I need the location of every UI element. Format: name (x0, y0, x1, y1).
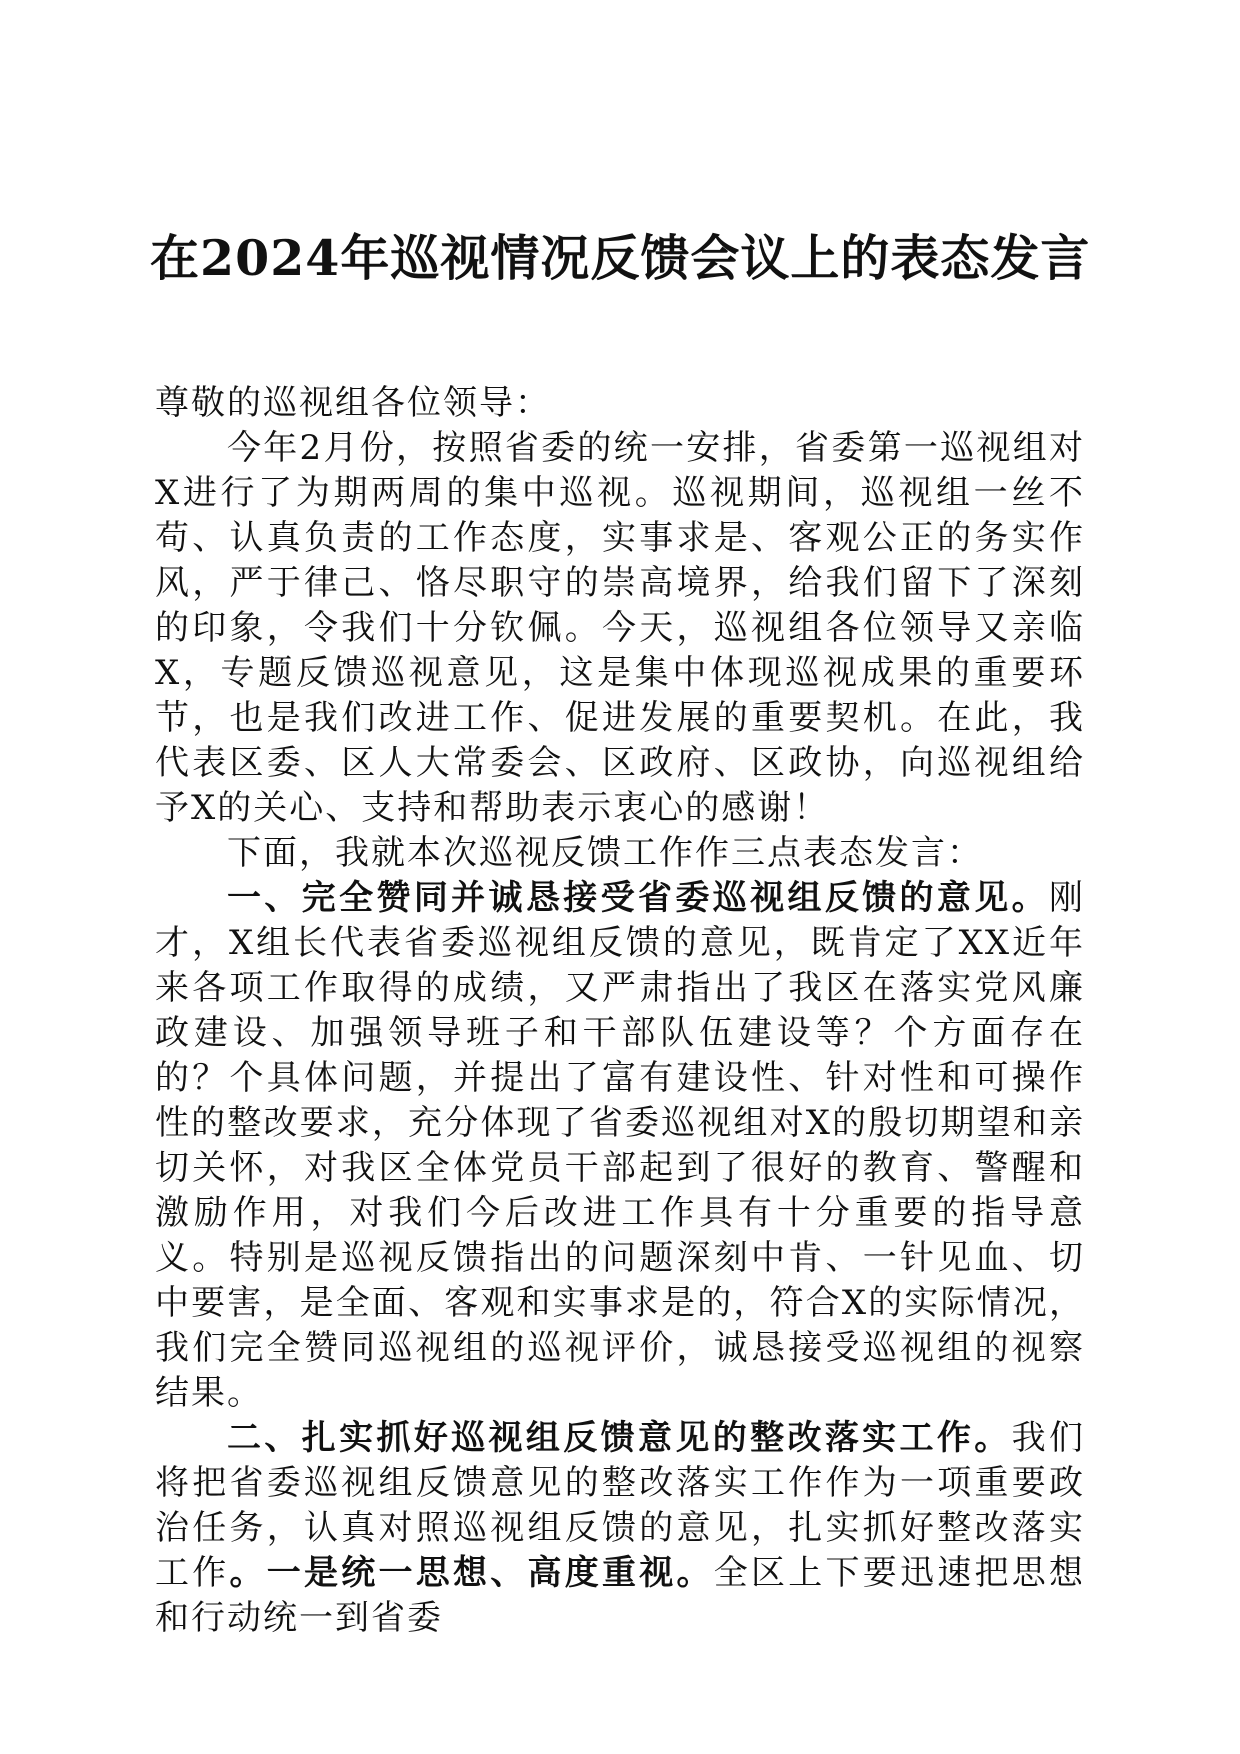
paragraph-intro: 今年2月份，按照省委的统一安排，省委第一巡视组对X进行了为期两周的集中巡视。巡视期间，巡视组一丝不苟、认真负责的工作态度，实事求是、客观公正的务实作风，严于律己、恪尽职守的崇高境界，给我们留下了深刻的印象，令我们十分钦佩。今天，巡视组各位领导又亲临X，专题反馈巡视意见，这是集中体现巡视成果的重要环节，也是我们改进工作、促进发展的重要契机。在此，我代表区委、区人大常委会、区政府、区政协，向巡视组给予X的关心、支持和帮助表示衷心的感谢！ (155, 428, 1085, 828)
paragraph-point-one (155, 876, 1085, 1416)
point-two-tail: 全区上下要迅速把思想和行动统一到省委 (155, 1553, 1085, 1638)
document-title: 在2024年巡视情况反馈会议上的表态发言 (150, 229, 1091, 287)
document-body (155, 381, 1085, 1641)
point-one-body: 刚才，X组长代表省委巡视组反馈的意见，既肯定了XX近年来各项工作取得的成绩，又严肃指出了我区在落实党风廉政建设、加强领导班子和干部队伍建设等？个方面存在的？个具体问题，并提出了富有建设性、针对性和可操作性的整改要求，充分体现了省委巡视组对X的殷切期望和亲切关怀，对我区全体党员干部起到了很好的教育、警醒和激励作用，对我们今后改进工作具有十分重要的指导意义。特别是巡视反馈指出的问题深刻中肯、一针见血、切中要害，是全面、客观和实事求是的，符合X的实际情况，我们完全赞同巡视组的巡视评价，诚恳接受巡视组的视察结果。 (155, 878, 1086, 1413)
salutation: 尊敬的巡视组各位领导： (155, 383, 551, 423)
paragraph-overview: 下面，我就本次巡视反馈工作作三点表态发言： (227, 833, 983, 873)
point-one-heading: 一、完全赞同并诚恳接受省委巡视组反馈的意见。 (227, 878, 1049, 918)
point-two-heading: 二、扎实抓好巡视组反馈意见的整改落实工作。 (227, 1418, 1012, 1458)
paragraph-point-two (155, 1416, 1085, 1641)
point-two-sub-heading: 。一是统一思想、高度重视。 (229, 1553, 714, 1593)
point-two-body: 我们将把省委巡视组反馈意见的整改落实工作作为一项重要政治任务，认真对照巡视组反馈的意见，扎实抓好整改落实工作 (155, 1418, 1086, 1593)
